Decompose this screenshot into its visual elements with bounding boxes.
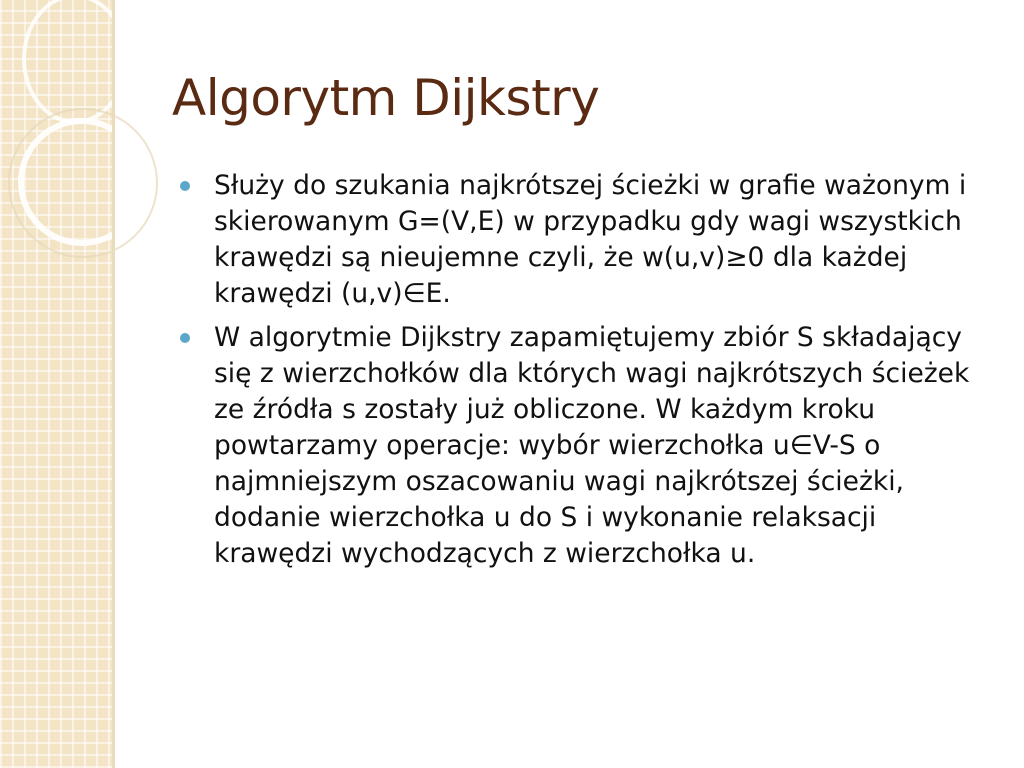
side-band-edge — [112, 0, 115, 768]
bullet-item-2 — [180, 320, 980, 572]
decorative-ring-middle — [18, 118, 146, 246]
bullet-text: W algorytmie Dijkstry zapamiętujemy zbiór S składający się z wierzchołków dla których wagi najkrótszych ścieżek ze źródła s zostały już obliczone. W każdym kroku powtarzamy operacje: wybór wierzchołka u∈V-S o najmniejszym oszacowaniu wagi najkrótszej ścieżki, dodanie wierzchołka u do S i wykonanie relaksacji krawędzi wychodzących z wierzchołka u. — [214, 322, 970, 569]
bullet-item-1 — [180, 168, 980, 312]
bullet-dot-icon — [180, 333, 190, 343]
bullet-list — [180, 168, 980, 580]
bullet-text: Służy do szukania najkrótszej ścieżki w grafie ważonym i skierowanym G=(V,E) w przypadku gdy wagi wszystkich krawędzi są nieujemne czyli, że w(u,v)≥0 dla każdej krawędzi (u,v)∈E. — [214, 170, 967, 309]
decorative-side-band — [0, 0, 112, 768]
bullet-dot-icon — [180, 181, 190, 191]
slide-title: Algorytm Dijkstry — [172, 69, 600, 127]
